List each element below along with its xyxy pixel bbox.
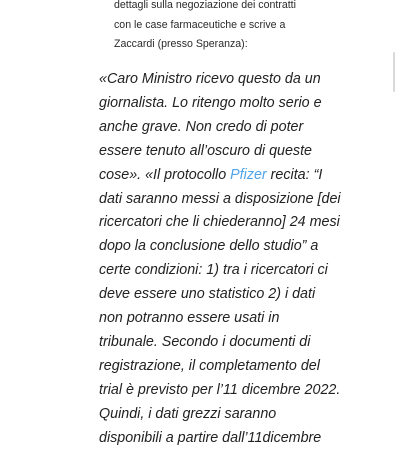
quote-line: dati saranno messi a disposizione [dei [99, 190, 341, 207]
quote-line: tribunale. Secondo i documenti di [99, 333, 311, 350]
quote-line: disponibili a partire dall’11dicembre [99, 429, 322, 446]
quote-line: registrazione, il completamento del [99, 357, 320, 374]
quote-line: Quindi, i dati grezzi saranno [99, 405, 277, 422]
intro-line: dettagli sulla negoziazione dei contratti [114, 0, 296, 11]
quote-text: cose». «Il protocollo [99, 166, 231, 183]
quote-line-with-link [99, 164, 323, 188]
quote-line: essere tenuto all’oscuro di queste [99, 142, 312, 159]
quote-line: anche grave. Non credo di poter [99, 118, 304, 135]
quote-line: dopo la conclusione dello studio” a [99, 238, 319, 255]
quote-line: non potranno essere usati in [99, 310, 280, 327]
quote-line: giornalista. Lo ritengo molto serio e [99, 94, 322, 111]
intro-line: con le case farmaceutiche e scrive a [114, 18, 286, 31]
quote-line: certe condizioni: 1) tra i ricercatori ci [99, 262, 328, 279]
quote-paragraph [99, 68, 341, 451]
quote-line: trial è previsto per l’11 dicembre 2022. [99, 381, 341, 398]
scrollbar[interactable] [393, 52, 395, 92]
pfizer-link[interactable]: Pfizer [230, 166, 267, 183]
quote-line: «Caro Ministro ricevo questo da un [99, 71, 321, 87]
quote-text: recita: “I [266, 166, 323, 183]
quote-line: ricercatori che li chiederanno] 24 mesi [99, 214, 340, 231]
intro-paragraph [114, 0, 304, 55]
intro-line: Zaccardi (presso Speranza): [114, 38, 248, 51]
quote-line: deve essere uno statistico 2) i dati [99, 286, 316, 303]
